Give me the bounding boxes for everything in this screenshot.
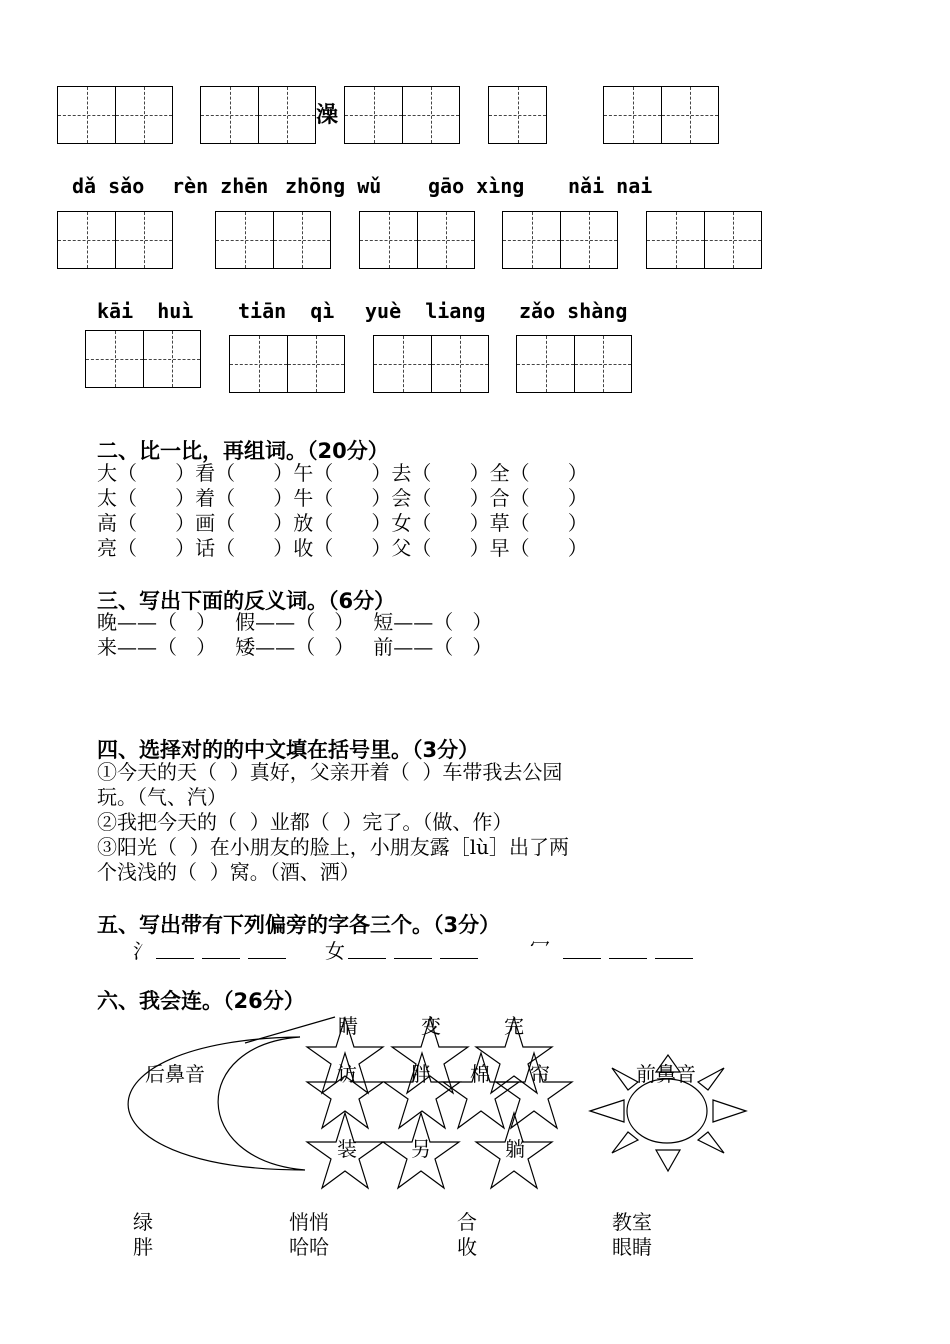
match-word: 哈哈 bbox=[289, 1235, 329, 1259]
pinyin-label: zhōng wǔ bbox=[285, 174, 382, 198]
moon-label: 后鼻音 bbox=[145, 1062, 205, 1086]
section-heading: 四、选择对的的中文填在括号里。（3分） bbox=[97, 738, 480, 762]
match-word: 变 bbox=[421, 1014, 441, 1038]
question-line: ②我把今天的（ ）业都（ ）完了。（做、作） bbox=[97, 810, 513, 834]
section-heading: 三、写出下面的反义词。（6分） bbox=[97, 589, 396, 613]
pinyin-label: zǎo shàng bbox=[519, 299, 628, 323]
match-word: 绿 bbox=[133, 1210, 153, 1234]
compare-row: 高（ ）画（ ）放（ ）女（ ）草（ ） bbox=[97, 511, 588, 535]
match-word: 另 bbox=[411, 1137, 431, 1161]
pinyin-label: yuè liang bbox=[365, 299, 486, 323]
sun-label: 前鼻音 bbox=[636, 1062, 696, 1086]
question-line: 个浅浅的（ ）窝。（酒、洒） bbox=[97, 860, 360, 884]
match-word: 悄悄 bbox=[289, 1210, 329, 1234]
radical-label: 冖 bbox=[530, 934, 550, 958]
section-heading: 六、我会连。（26分） bbox=[97, 989, 305, 1013]
match-word: 眼睛 bbox=[612, 1235, 652, 1259]
compare-row: 大（ ）看（ ）午（ ）去（ ）全（ ） bbox=[97, 461, 588, 485]
pinyin-label: tiān qì bbox=[238, 299, 335, 323]
match-word: 胖 bbox=[133, 1235, 153, 1259]
antonym-row: 来——（ ） 矮——（ ） 前——（ ） bbox=[97, 635, 493, 659]
pinyin-label: nǎi nai bbox=[568, 174, 653, 198]
antonym-row: 晚——（ ） 假——（ ） 短——（ ） bbox=[97, 610, 493, 634]
match-word: 睛 bbox=[338, 1014, 358, 1038]
match-word: 完 bbox=[504, 1014, 524, 1038]
pinyin-label: rèn zhēn bbox=[172, 174, 269, 198]
match-word: 教室 bbox=[612, 1210, 652, 1234]
moon-shape bbox=[128, 1037, 305, 1170]
match-word: 合 bbox=[457, 1210, 477, 1234]
radical-label: 女 bbox=[325, 939, 345, 963]
match-word: 躺 bbox=[505, 1137, 525, 1161]
pinyin-label: gāo xìng bbox=[428, 174, 525, 198]
compare-row: 亮（ ）话（ ）收（ ）父（ ）早（ ） bbox=[97, 536, 588, 560]
pinyin-label: kāi huì bbox=[97, 299, 194, 323]
question-line: ③阳光（ ）在小朋友的脸上，小朋友露［lù］出了两 bbox=[97, 835, 569, 859]
radical-label: 氵 bbox=[133, 939, 153, 963]
section-heading: 五、写出带有下列偏旁的字各三个。（3分） bbox=[97, 913, 501, 937]
match-word: 帘 bbox=[530, 1062, 550, 1086]
match-word: 棉 bbox=[470, 1062, 490, 1086]
match-word: 胖 bbox=[411, 1062, 431, 1086]
match-word: 装 bbox=[337, 1137, 357, 1161]
question-line: 玩。（气、汽） bbox=[97, 785, 227, 809]
question-line: ①今天的天（ ）真好，父亲开着（ ）车带我去公园 bbox=[97, 760, 563, 784]
compare-row: 太（ ）着（ ）牛（ ）会（ ）合（ ） bbox=[97, 486, 588, 510]
match-word: 访 bbox=[337, 1062, 357, 1086]
pinyin-label: dǎ sǎo bbox=[72, 174, 145, 198]
connector-line bbox=[245, 1017, 335, 1043]
given-character: 澡 bbox=[316, 102, 339, 128]
match-word: 收 bbox=[457, 1235, 477, 1259]
section-heading: 二、比一比，再组词。（20分） bbox=[97, 439, 389, 463]
